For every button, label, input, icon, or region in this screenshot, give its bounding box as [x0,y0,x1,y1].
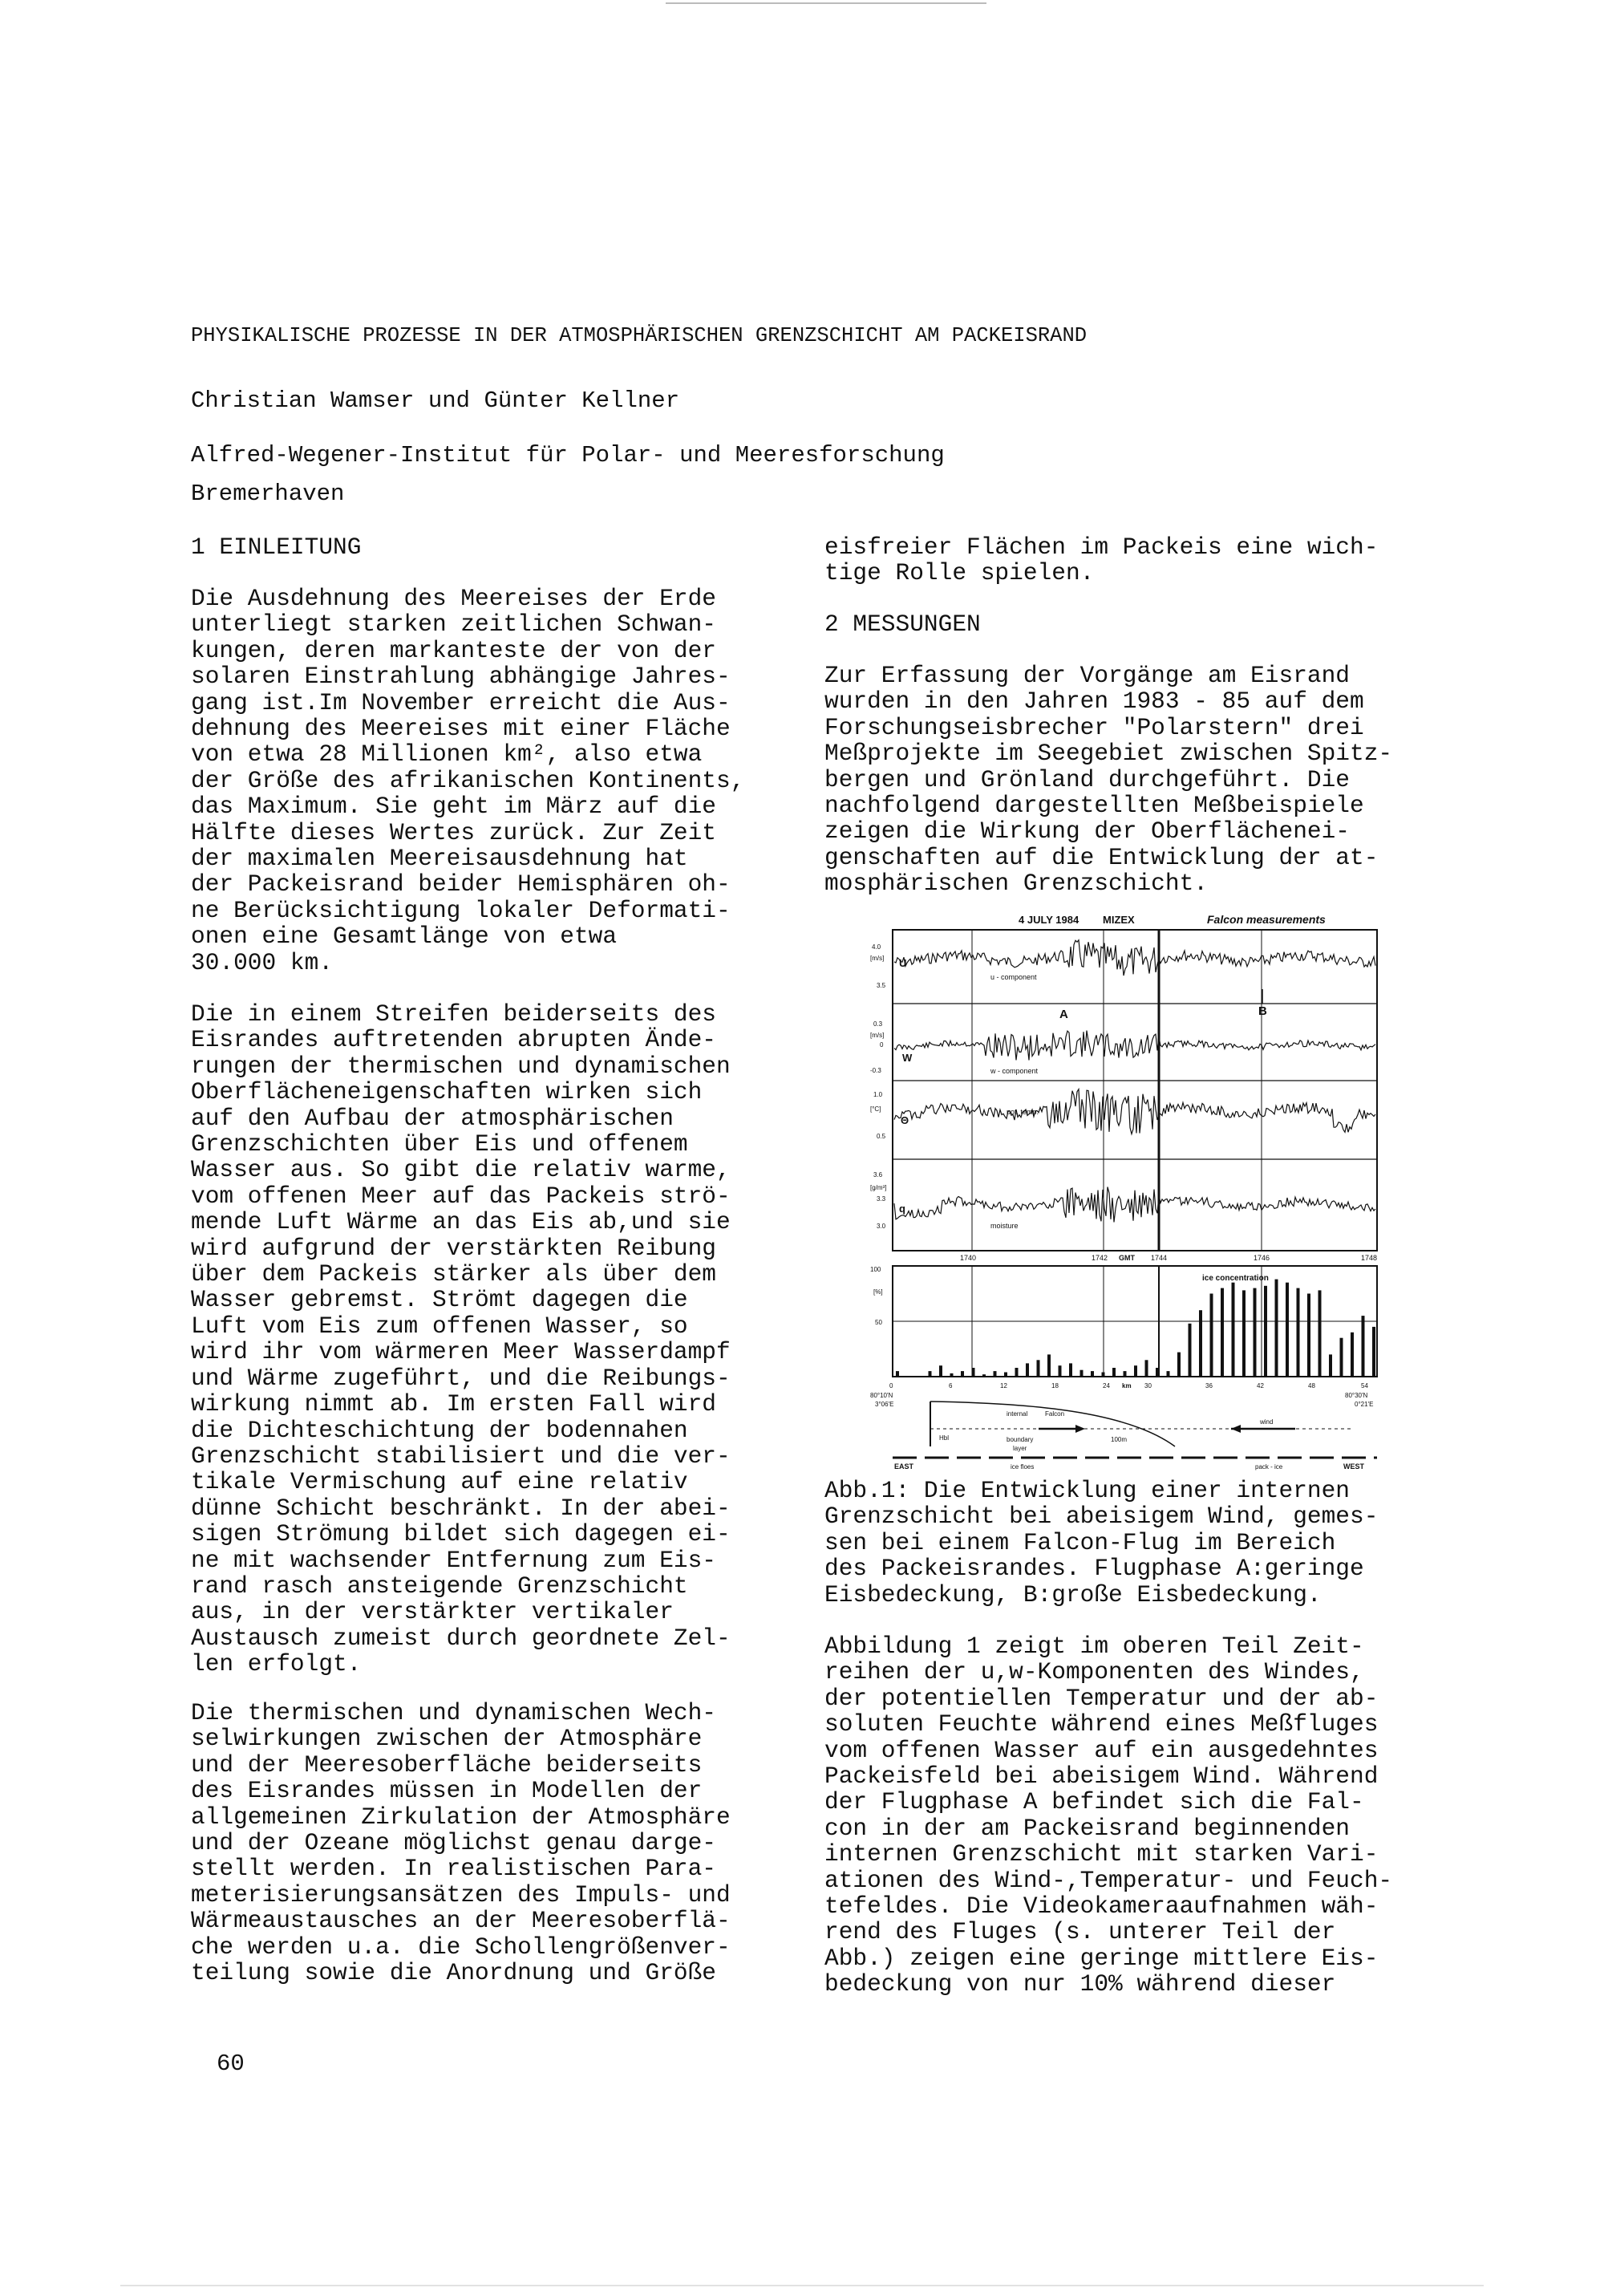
text-line: wurden in den Jahren 1983 - 85 auf dem [824,688,1364,716]
theta-tick-05: 0.5 [877,1133,886,1140]
ice-bar [1037,1360,1040,1377]
text-line: und der Ozeane möglichst genau darge- [191,1829,717,1857]
time-tick-1742: 1742 [1092,1254,1108,1262]
text-line: und Wärme zugeführt, und die Reibungs- [191,1364,731,1392]
text-line: tige Rolle spielen. [824,559,1095,587]
text-line: Abb.) zeigen eine geringe mittlere Eis- [824,1944,1379,1972]
text-line: con in der am Packeisrand beginnenden [824,1814,1351,1842]
left-paragraph-3 [191,1700,784,1986]
ice-bar [1372,1327,1375,1377]
text-line: allgemeinen Zirkulation der Atmosphäre [191,1803,731,1831]
w-unit: [m/s] [870,1032,885,1039]
km-tick-24: 24 [1103,1382,1110,1389]
text-line: tefeldes. Die Videokameraaufnahmen wäh- [824,1892,1379,1921]
text-line: kungen, deren markanteste der von der [191,636,717,664]
text-line: Forschungseisbrecher "Polarstern" drei [824,713,1364,741]
text-line: wirkung nimmt ab. Im ersten Fall wird [191,1390,717,1418]
text-line: soluten Feuchte während eines Meßfluges [824,1710,1379,1738]
paper-city: Bremerhaven [191,481,345,507]
ice-bar [896,1371,899,1377]
text-line: ationen des Wind-,Temperatur- und Feuch- [824,1866,1393,1894]
ice-bar [1102,1373,1105,1377]
theta-unit: [°C] [870,1105,881,1113]
ice-bar [1156,1368,1159,1377]
text-line: Grenzschicht bei abeisigem Wind, gemes- [824,1503,1379,1531]
ice-bar [1275,1280,1278,1377]
coord-left-lon: 3°06'E [875,1401,894,1408]
ice-bar [1091,1371,1094,1377]
km-tick-18: 18 [1051,1382,1059,1389]
figure-svg [870,909,1385,1470]
q-unit: [g/m³] [870,1184,887,1191]
time-tick-1740: 1740 [960,1254,977,1262]
ice-bar [1167,1371,1170,1377]
ice-bar [1112,1368,1116,1377]
ice-bar [929,1371,932,1377]
text-line: selwirkungen zwischen der Atmosphäre [191,1725,703,1753]
bottom-icefloes: ice floes [1011,1463,1035,1470]
w-tick-0: 0 [880,1041,884,1049]
u-label: U [899,957,907,969]
text-line: 30.000 km. [191,948,334,976]
left-paragraph-1 [191,586,784,976]
ice-bar [1145,1360,1148,1377]
ice-bar [1080,1370,1084,1377]
text-line: Meßprojekte im Seegebiet zwischen Spitz- [824,740,1393,768]
text-line: stellt werden. In realistischen Para- [191,1855,717,1883]
text-line: und der Meeresoberfläche beiderseits [191,1750,703,1779]
text-line: Oberflächeneigenschaften wirken sich [191,1078,703,1106]
km-tick-12: 12 [1000,1382,1007,1389]
ice-bar [950,1373,954,1377]
series-u-component [894,940,1375,976]
text-line: bedeckung von nur 10% während dieser [824,1970,1336,1998]
ice-bar [1254,1288,1257,1377]
u-tick-40: 4.0 [872,943,881,951]
internal-boundary-layer-curve [930,1402,1175,1446]
fig-header-project: MIZEX [1103,914,1135,926]
scan-bottom-rule [120,2285,1484,2286]
ice-bar [1004,1373,1007,1377]
text-line: Abbildung 1 zeigt im oberen Teil Zeit- [824,1633,1364,1660]
text-line: der potentiellen Temperatur und der ab- [824,1684,1379,1712]
text-line: Austausch zumeist durch geordnete Zel- [191,1624,731,1652]
text-line: wird ihr vom wärmeren Meer Wasserdampf [191,1338,731,1366]
text-line: rand rasch ansteigende Grenzschicht [191,1572,688,1600]
ice-bar [972,1368,975,1377]
right-continuation [824,534,1434,586]
text-line: Wärmeaustausches an der Meeresoberflä- [191,1907,731,1935]
ice-bar [1134,1365,1137,1377]
text-line: dehnung des Meereises mit einer Fläche [191,715,731,743]
coord-left-lat: 80°10'N [870,1392,893,1399]
text-line: zeigen die Wirkung der Oberflächenei- [824,817,1351,846]
text-line: dünne Schicht beschränkt. In der abei- [191,1494,731,1522]
right-paragraph-2 [824,1633,1434,1998]
ice-bar [1329,1354,1332,1377]
text-line: von etwa 28 Millionen km², also etwa [191,740,703,769]
text-line: onen eine Gesamtlänge von etwa [191,923,618,951]
page-number: 60 [217,2051,245,2077]
left-paragraph-2 [191,1001,784,1677]
bl-wind: wind [1260,1418,1274,1426]
text-line: bergen und Grönland durchgeführt. Die [824,765,1351,793]
ice-bar [994,1371,997,1377]
text-line: die Dichteschichtung der bodennahen [191,1416,688,1444]
text-line: Luft vom Eis zum offenen Wasser, so [191,1312,688,1340]
text-line: eisfreier Flächen im Packeis eine wich- [824,533,1379,561]
text-line: len erfolgt. [191,1650,362,1678]
km-tick-54: 54 [1361,1382,1368,1389]
ice-bar [1351,1333,1354,1377]
text-line: meterisierungsansätzen des Impuls- und [191,1880,731,1909]
q-tick-30: 3.0 [877,1223,886,1230]
km-tick-0: 0 [889,1382,893,1389]
scan-top-rule [666,2,986,4]
falcon-arrow-head [1075,1425,1085,1433]
text-line: der maximalen Meereisausdehnung hat [191,845,688,873]
q-tick-33: 3.3 [877,1195,886,1203]
phase-label-a: A [1059,1008,1068,1021]
text-line: Eisrandes auftretenden abrupten Ände- [191,1026,717,1054]
text-line: internen Grenzschicht mit starken Vari- [824,1840,1379,1868]
text-line: des Eisrandes müssen in Modellen der [191,1777,703,1805]
text-line: vom offenen Wasser auf ein ausgedehntes [824,1736,1379,1764]
text-line: reihen der u,w-Komponenten des Windes, [824,1658,1364,1686]
u-comp-label: u - component [990,973,1037,981]
text-line: der Packeisrand beider Hemisphären oh- [191,870,731,899]
bl-hbl: Hbl [939,1434,950,1442]
text-line: Hälfte dieses Wertes zurück. Zur Zeit [191,818,717,846]
left-column [191,534,784,560]
bl-boundary: boundary [1007,1436,1034,1443]
q-tick-36: 3.6 [873,1171,883,1178]
ice-bar [1069,1363,1072,1377]
fig-header-date: 4 JULY 1984 [1019,914,1079,926]
w-tick-03: 0.3 [873,1020,883,1028]
ice-bar [1297,1288,1300,1377]
ice-unit: [%] [873,1288,883,1296]
paper-institution: Alfred-Wegener-Institut für Polar- und Meeresforschung [191,442,945,469]
w-label: W [902,1052,913,1064]
figure-caption [824,1478,1434,1608]
ice-bar [1047,1354,1051,1377]
series-moisture [894,1187,1375,1223]
text-line: der Flugphase A befindet sich die Fal- [824,1788,1364,1816]
text-line: Zur Erfassung der Vorgänge am Eisrand [824,662,1351,689]
ice-bar [1318,1290,1322,1377]
section-heading-messungen: 2 MESSUNGEN [824,611,981,638]
ice-bar [1177,1353,1181,1377]
theta-label: Θ [901,1114,909,1126]
bottom-west: WEST [1343,1462,1364,1470]
text-line: der Größe des afrikanischen Kontinents, [191,766,745,794]
ice-tick-50: 50 [875,1319,882,1326]
ice-bar [1362,1316,1365,1377]
bottom-packice: pack - ice [1255,1463,1283,1470]
text-line: das Maximum. Sie geht im März auf die [191,793,717,821]
text-line: aus, in der verstärkter vertikaler [191,1598,674,1626]
text-line: Wasser gebremst. Strömt dagegen die [191,1286,688,1314]
u-tick-35: 3.5 [877,982,886,989]
time-tick-1744: 1744 [1151,1254,1168,1262]
text-line: solaren Einstrahlung abhängige Jahres- [191,663,731,691]
ice-bar [1210,1294,1213,1377]
text-line: Eisbedeckung, B:große Eisbedeckung. [824,1580,1322,1608]
paper-title: PHYSIKALISCHE PROZESSE IN DER ATMOSPHÄRISCHEN GRENZSCHICHT AM PACKEISRAND [191,324,1088,347]
time-tick-1748: 1748 [1361,1254,1378,1262]
time-axis-label: GMT [1119,1254,1135,1262]
ice-bar [1124,1371,1127,1377]
text-line: auf den Aufbau der atmosphärischen [191,1104,674,1132]
text-line: che werden u.a. die Schollengrößenver- [191,1933,731,1961]
ice-bar [1264,1286,1267,1377]
ice-bar [1232,1283,1235,1377]
text-line: Grenzschichten über Eis und offenem [191,1130,688,1158]
text-line: rend des Fluges (s. unterer Teil der [824,1918,1336,1946]
ice-bar [961,1371,964,1377]
ice-bar [1307,1294,1310,1377]
section-heading-einleitung: 1 EINLEITUNG [191,533,362,561]
text-line: mende Luft Wärme an das Eis ab,und sie [191,1208,731,1236]
u-unit: [m/s] [870,955,885,962]
right-column-heading [824,611,1434,637]
km-tick-6: 6 [949,1382,953,1389]
ice-bar [982,1374,986,1377]
text-line: Abb.1: Die Entwicklung einer internen [824,1477,1351,1504]
figure-falcon-measurements [870,909,1385,1470]
text-line: genschaften auf die Entwicklung der at- [824,843,1379,871]
series-pot-temp [894,1089,1375,1134]
text-line: Die Ausdehnung des Meereises der Erde [191,585,717,612]
fig-header-measure: Falcon measurements [1207,913,1326,926]
paper-authors: Christian Wamser und Günter Kellner [191,387,680,414]
text-line: nachfolgend dargestellten Meßbeispiele [824,792,1364,820]
bottom-east: EAST [894,1462,914,1470]
theta-tick-10: 1.0 [873,1091,883,1098]
text-line: vom offenen Meer auf das Packeis strö- [191,1182,731,1210]
ice-bar [939,1365,942,1377]
text-line: Die in einem Streifen beiderseits des [191,1000,717,1028]
km-tick-42: 42 [1257,1382,1264,1389]
text-line: Wasser aus. So gibt die relativ warme, [191,1156,731,1184]
ice-bar [1015,1368,1019,1377]
bl-layer: layer [1013,1445,1027,1452]
text-line: tikale Vermischung auf eine relativ [191,1468,688,1496]
ice-title: ice concentration [1202,1274,1269,1283]
ice-bar [1059,1365,1062,1377]
text-line: Packeisfeld bei abeisigem Wind. Während [824,1763,1379,1791]
text-line: sigen Strömung bildet sich dagegen ei- [191,1520,731,1548]
ice-bar [1026,1363,1029,1377]
series-w-component [894,1031,1375,1061]
ice-bar [1221,1288,1224,1377]
text-line: über dem Packeis stärker als über dem [191,1260,717,1288]
ice-bar [1199,1310,1202,1377]
text-line: ne Berücksichtigung lokaler Deformati- [191,896,731,924]
km-axis-label: km [1122,1382,1132,1389]
text-line: sen bei einem Falcon-Flug im Bereich [824,1528,1336,1556]
q-comp-label: moisture [990,1222,1019,1230]
ice-bar [1242,1290,1246,1377]
ice-concentration-bars [896,1280,1375,1377]
km-tick-48: 48 [1308,1382,1315,1389]
km-tick-30: 30 [1144,1382,1152,1389]
bl-falcon: Falcon [1045,1410,1065,1418]
text-line: gang ist.Im November erreicht die Aus- [191,688,731,716]
text-line: unterliegt starken zeitlichen Schwan- [191,611,717,639]
ice-bar [1286,1283,1289,1377]
text-line: mosphärischen Grenzschicht. [824,870,1208,898]
text-line: rungen der thermischen und dynamischen [191,1052,731,1080]
text-line: Grenzschicht stabilisiert und die ver- [191,1442,731,1470]
bl-100m: 100m [1111,1436,1128,1443]
q-label: q [899,1203,905,1215]
coord-right-lon: 0°21'E [1355,1401,1374,1408]
text-line: wird aufgrund der verstärkten Reibung [191,1234,717,1262]
ice-bar [1340,1338,1343,1377]
w-comp-label: w - component [990,1067,1039,1075]
right-paragraph-1 [824,663,1434,897]
text-line: des Packeisrandes. Flugphase A:geringe [824,1555,1364,1583]
ice-tick-100: 100 [870,1266,881,1273]
ice-bar [1189,1324,1192,1377]
coord-right-lat: 80°30'N [1345,1392,1368,1399]
wind-arrow-head [1231,1425,1241,1433]
text-line: Die thermischen und dynamischen Wech- [191,1699,717,1726]
w-tick-m03: -0.3 [870,1067,881,1074]
time-tick-1746: 1746 [1254,1254,1270,1262]
km-tick-36: 36 [1205,1382,1213,1389]
text-line: teilung sowie die Anordnung und Größe [191,1959,717,1987]
phase-label-b: B [1258,1004,1267,1018]
text-line: ne mit wachsender Entfernung zum Eis- [191,1546,717,1574]
theta-comp-label: pot. temp. [1007,1108,1039,1116]
bl-internal: internal [1007,1410,1028,1418]
